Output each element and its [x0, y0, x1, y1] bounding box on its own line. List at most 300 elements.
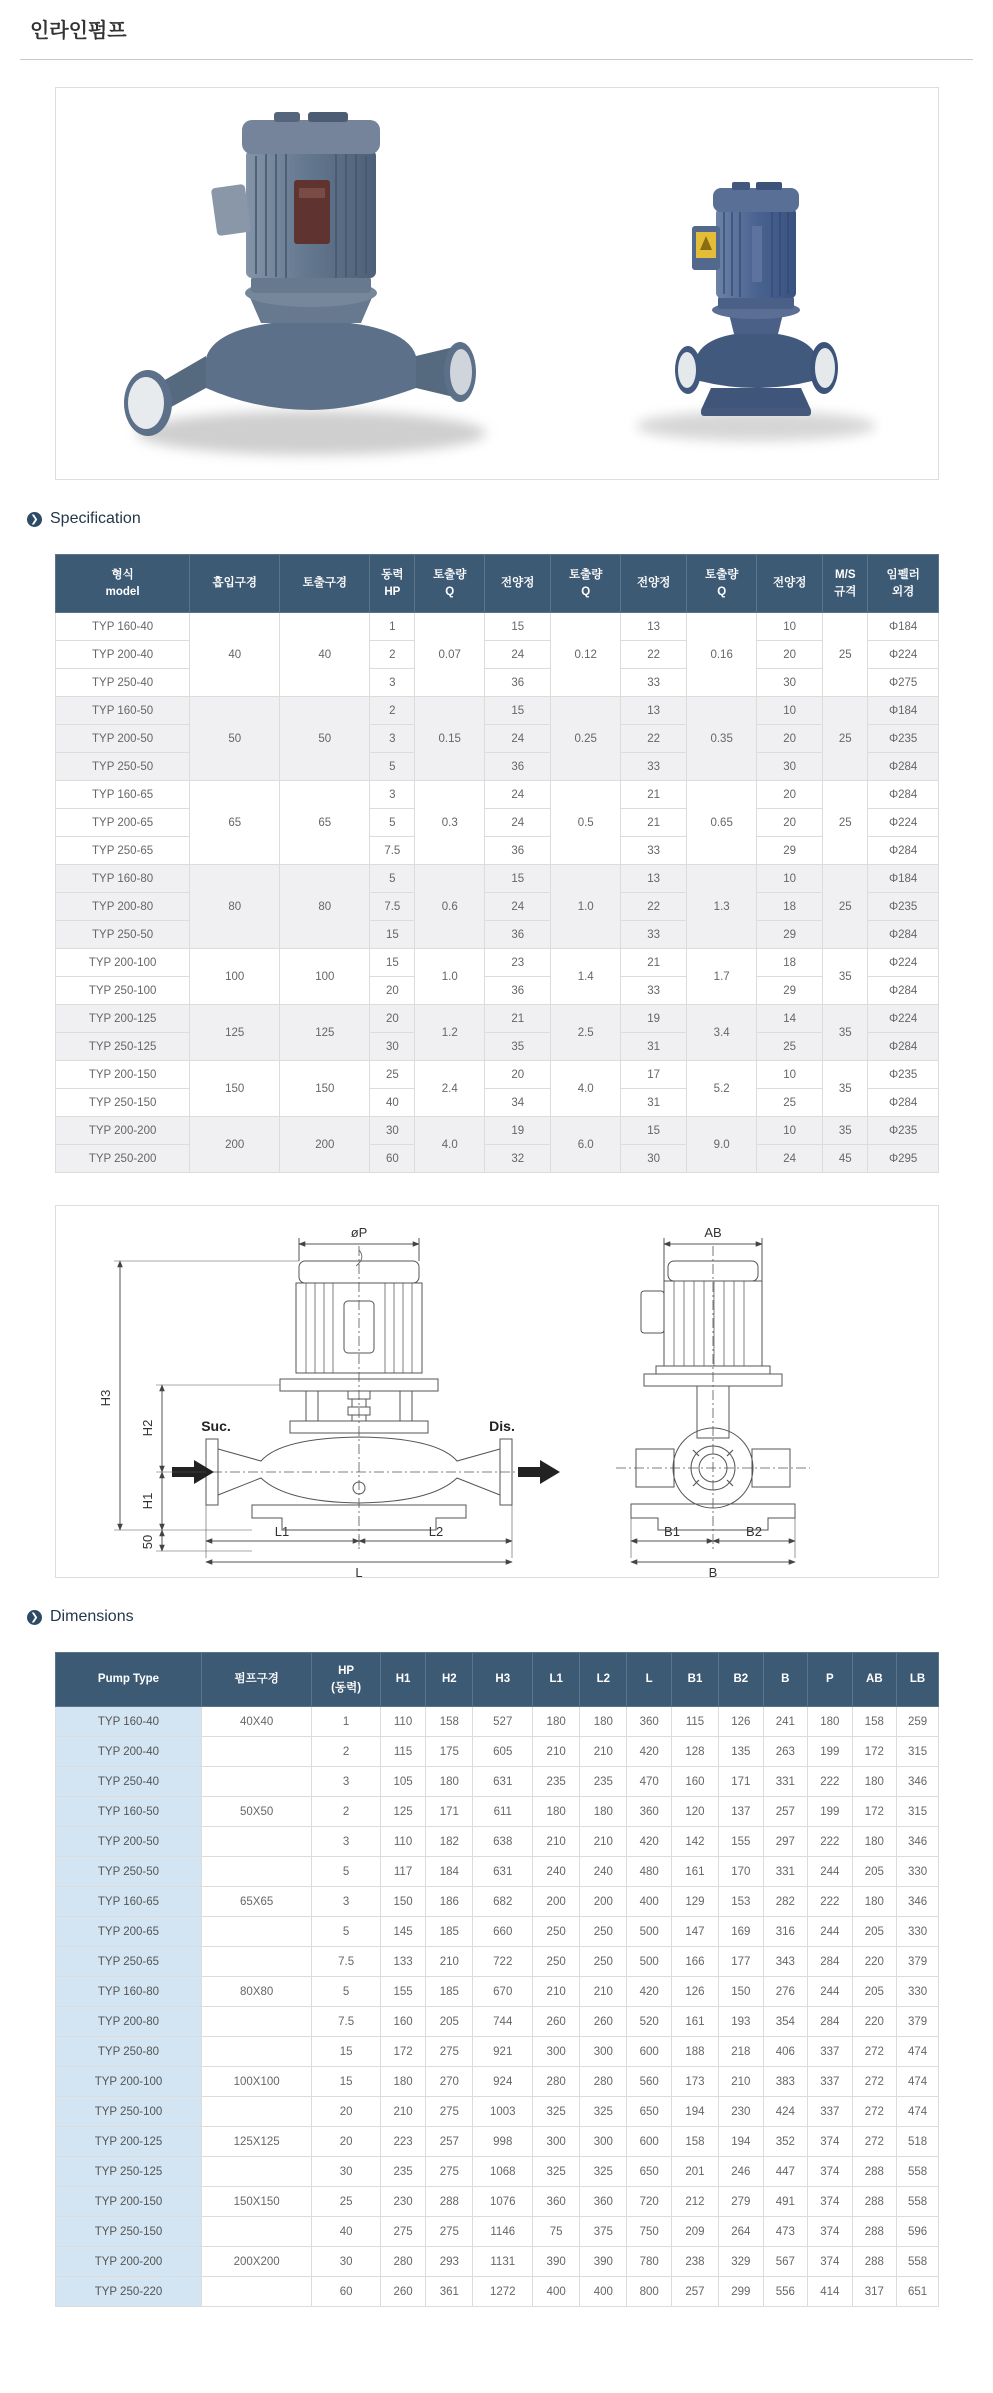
dim-column-header: B1 — [671, 1653, 718, 1707]
dim-cell-value: 337 — [808, 2067, 853, 2097]
dim-cell-value: 720 — [627, 2187, 672, 2217]
spec-cell-model: TYP 250-50 — [56, 753, 190, 781]
dim-cell-value: 180 — [533, 1707, 580, 1737]
dim-cell-pump-type: TYP 200-65 — [56, 1917, 202, 1947]
spec-row — [56, 1061, 939, 1089]
label-l: L — [355, 1565, 363, 1579]
spec-cell-impeller: Φ224 — [868, 641, 939, 669]
dim-cell-value: 390 — [580, 2247, 627, 2277]
spec-cell-head2: 22 — [621, 725, 687, 753]
dim-row — [56, 2247, 939, 2277]
spec-cell-suction: 125 — [190, 1005, 280, 1061]
dim-cell-value: 125 — [380, 1797, 425, 1827]
label-b1: B1 — [664, 1524, 680, 1539]
spec-cell-hp: 5 — [370, 865, 415, 893]
dim-cell-value: 260 — [533, 2007, 580, 2037]
dim-cell-value: 722 — [473, 1947, 533, 1977]
dim-cell-value: 200 — [533, 1887, 580, 1917]
dim-cell-value: 188 — [671, 2037, 718, 2067]
dim-cell-value: 300 — [580, 2037, 627, 2067]
label-suction: Suc. — [201, 1418, 231, 1434]
dim-cell-value: 171 — [426, 1797, 473, 1827]
dim-cell-value: 210 — [533, 1827, 580, 1857]
dim-cell-value: 272 — [852, 2097, 897, 2127]
dim-cell-value: 155 — [719, 1827, 764, 1857]
dim-cell-value: 171 — [719, 1767, 764, 1797]
spec-cell-discharge: 200 — [280, 1117, 370, 1173]
dim-cell-value: 600 — [627, 2127, 672, 2157]
spec-cell-hp: 1 — [370, 613, 415, 641]
spec-cell-head1: 24 — [485, 641, 551, 669]
dim-column-header: H1 — [380, 1653, 425, 1707]
label-l1: L1 — [274, 1524, 290, 1539]
dim-cell-value — [201, 2007, 311, 2037]
spec-cell-model: TYP 200-100 — [56, 949, 190, 977]
dim-cell-value: 244 — [808, 1857, 853, 1887]
dim-cell-value: 288 — [852, 2217, 897, 2247]
dim-cell-value: 80X80 — [201, 1977, 311, 2007]
spec-cell-impeller: Φ275 — [868, 669, 939, 697]
spec-column-header: 동력 HP — [370, 555, 415, 613]
spec-cell-ms: 35 — [823, 949, 868, 1005]
dim-cell-value: 238 — [671, 2247, 718, 2277]
dim-cell-value: 150X150 — [201, 2187, 311, 2217]
spec-cell-head3: 10 — [757, 697, 823, 725]
dim-cell-value: 374 — [808, 2217, 853, 2247]
spec-cell-model: TYP 250-150 — [56, 1089, 190, 1117]
spec-row — [56, 613, 939, 641]
dim-cell-value: 126 — [719, 1707, 764, 1737]
dim-cell-value: 1131 — [473, 2247, 533, 2277]
dim-cell-value: 325 — [580, 2097, 627, 2127]
dim-cell-value: 275 — [426, 2097, 473, 2127]
dim-cell-pump-type: TYP 250-220 — [56, 2277, 202, 2307]
dim-cell-value: 279 — [719, 2187, 764, 2217]
dim-cell-value: 177 — [719, 1947, 764, 1977]
spec-cell-impeller: Φ184 — [868, 865, 939, 893]
dim-cell-pump-type: TYP 250-100 — [56, 2097, 202, 2127]
dim-cell-value: 145 — [380, 1917, 425, 1947]
spec-cell-head1: 24 — [485, 893, 551, 921]
dim-cell-value: 210 — [533, 1737, 580, 1767]
dim-cell-value: 137 — [719, 1797, 764, 1827]
dim-cell-value: 135 — [719, 1737, 764, 1767]
spec-cell-hp: 20 — [370, 977, 415, 1005]
title-divider — [20, 59, 973, 60]
dim-cell-value: 210 — [380, 2097, 425, 2127]
spec-cell-impeller: Φ284 — [868, 1033, 939, 1061]
spec-cell-q3: 0.35 — [687, 697, 757, 781]
spec-cell-q2: 1.4 — [551, 949, 621, 1005]
dim-column-header: H3 — [473, 1653, 533, 1707]
dim-cell-value: 631 — [473, 1767, 533, 1797]
spec-cell-discharge: 80 — [280, 865, 370, 949]
spec-cell-q1: 2.4 — [415, 1061, 485, 1117]
dim-cell-value: 194 — [719, 2127, 764, 2157]
dim-cell-value: 337 — [808, 2097, 853, 2127]
dim-cell-value: 210 — [580, 1737, 627, 1767]
spec-cell-impeller: Φ224 — [868, 1005, 939, 1033]
dim-cell-value: 330 — [897, 1977, 939, 2007]
dim-cell-value: 374 — [808, 2247, 853, 2277]
dim-cell-value: 110 — [380, 1707, 425, 1737]
spec-cell-q1: 1.2 — [415, 1005, 485, 1061]
dim-cell-value: 352 — [763, 2127, 808, 2157]
spec-cell-q2: 1.0 — [551, 865, 621, 949]
page-title: 인라인펌프 — [30, 20, 127, 42]
spec-cell-hp: 3 — [370, 781, 415, 809]
spec-cell-model: TYP 200-40 — [56, 641, 190, 669]
label-h2: H2 — [140, 1419, 155, 1437]
pump-photo-large — [124, 112, 486, 455]
dim-cell-value: 300 — [533, 2037, 580, 2067]
spec-cell-head2: 31 — [621, 1089, 687, 1117]
spec-cell-hp: 5 — [370, 809, 415, 837]
dim-cell-value: 288 — [852, 2187, 897, 2217]
spec-cell-q2: 0.25 — [551, 697, 621, 781]
dim-cell-value: 257 — [671, 2277, 718, 2307]
spec-cell-head2: 19 — [621, 1005, 687, 1033]
dim-cell-value: 105 — [380, 1767, 425, 1797]
dim-row — [56, 1947, 939, 1977]
dim-column-header: L — [627, 1653, 672, 1707]
dim-cell-value: 186 — [426, 1887, 473, 1917]
dim-cell-value: 631 — [473, 1857, 533, 1887]
spec-cell-head2: 33 — [621, 753, 687, 781]
dim-cell-value: 670 — [473, 1977, 533, 2007]
specification-table-header — [56, 555, 939, 613]
dim-cell-value: 282 — [763, 1887, 808, 1917]
dim-cell-value: 500 — [627, 1947, 672, 1977]
dim-row — [56, 2127, 939, 2157]
dim-cell-value: 414 — [808, 2277, 853, 2307]
spec-cell-model: TYP 200-125 — [56, 1005, 190, 1033]
spec-cell-suction: 40 — [190, 613, 280, 697]
dim-cell-value: 160 — [671, 1767, 718, 1797]
dim-cell-value: 173 — [671, 2067, 718, 2097]
spec-cell-head2: 33 — [621, 669, 687, 697]
dim-cell-value: 235 — [580, 1767, 627, 1797]
spec-cell-model: TYP 160-40 — [56, 613, 190, 641]
dim-cell-value: 921 — [473, 2037, 533, 2067]
dim-cell-value: 250 — [533, 1947, 580, 1977]
dim-cell-value: 182 — [426, 1827, 473, 1857]
spec-cell-head3: 25 — [757, 1033, 823, 1061]
dim-cell-value: 611 — [473, 1797, 533, 1827]
spec-cell-head3: 18 — [757, 949, 823, 977]
dim-cell-value: 360 — [627, 1707, 672, 1737]
dim-cell-pump-type: TYP 200-50 — [56, 1827, 202, 1857]
spec-cell-head2: 21 — [621, 781, 687, 809]
dim-column-header: L2 — [580, 1653, 627, 1707]
pump-photo-small — [636, 182, 876, 441]
dim-cell-value — [201, 1917, 311, 1947]
dim-cell-value: 325 — [580, 2157, 627, 2187]
dim-cell-value — [201, 1827, 311, 1857]
spec-cell-impeller: Φ284 — [868, 781, 939, 809]
label-h1: H1 — [140, 1492, 155, 1510]
dim-cell-value: 241 — [763, 1707, 808, 1737]
dim-cell-value: 240 — [580, 1857, 627, 1887]
spec-cell-discharge: 100 — [280, 949, 370, 1005]
dim-cell-value: 299 — [719, 2277, 764, 2307]
spec-cell-hp: 3 — [370, 669, 415, 697]
spec-cell-model: TYP 200-150 — [56, 1061, 190, 1089]
spec-column-header: 전양정 — [621, 555, 687, 613]
dim-cell-value: 558 — [897, 2247, 939, 2277]
spec-cell-q3: 0.16 — [687, 613, 757, 697]
spec-column-header: 전양정 — [757, 555, 823, 613]
dim-cell-value: 800 — [627, 2277, 672, 2307]
dim-cell-value: 330 — [897, 1917, 939, 1947]
spec-row — [56, 781, 939, 809]
dim-cell-value: 1272 — [473, 2277, 533, 2307]
dim-cell-value: 180 — [852, 1767, 897, 1797]
spec-cell-head3: 29 — [757, 977, 823, 1005]
label-phi-p: øP — [350, 1225, 368, 1240]
dim-cell-value: 147 — [671, 1917, 718, 1947]
spec-cell-head3: 10 — [757, 613, 823, 641]
spec-cell-head2: 13 — [621, 697, 687, 725]
dim-cell-value: 185 — [426, 1977, 473, 2007]
spec-cell-model: TYP 200-200 — [56, 1117, 190, 1145]
dim-cell-value: 30 — [312, 2157, 381, 2187]
dim-cell-value: 288 — [426, 2187, 473, 2217]
dim-cell-value: 3 — [312, 1887, 381, 1917]
dim-cell-value: 250 — [580, 1917, 627, 1947]
dim-cell-value: 480 — [627, 1857, 672, 1887]
spec-cell-head3: 20 — [757, 809, 823, 837]
spec-cell-head2: 33 — [621, 921, 687, 949]
spec-cell-model: TYP 200-80 — [56, 893, 190, 921]
dim-cell-value: 390 — [533, 2247, 580, 2277]
dim-cell-value: 120 — [671, 1797, 718, 1827]
spec-cell-ms: 25 — [823, 865, 868, 949]
dim-cell-value: 527 — [473, 1707, 533, 1737]
spec-cell-model: TYP 200-65 — [56, 809, 190, 837]
spec-cell-model: TYP 160-80 — [56, 865, 190, 893]
spec-cell-hp: 25 — [370, 1061, 415, 1089]
dim-cell-value: 240 — [533, 1857, 580, 1887]
dim-column-header: B2 — [719, 1653, 764, 1707]
dim-cell-value: 288 — [852, 2247, 897, 2277]
dim-cell-value: 567 — [763, 2247, 808, 2277]
dim-row — [56, 2097, 939, 2127]
dim-column-header: HP (동력) — [312, 1653, 381, 1707]
spec-cell-head3: 30 — [757, 669, 823, 697]
spec-cell-head1: 23 — [485, 949, 551, 977]
dim-cell-value: 210 — [426, 1947, 473, 1977]
spec-cell-head1: 36 — [485, 669, 551, 697]
dim-cell-pump-type: TYP 200-200 — [56, 2247, 202, 2277]
dim-cell-value — [201, 2277, 311, 2307]
spec-cell-head2: 22 — [621, 641, 687, 669]
dim-cell-value: 325 — [533, 2157, 580, 2187]
dim-cell-value: 447 — [763, 2157, 808, 2187]
dim-cell-value: 1 — [312, 1707, 381, 1737]
spec-cell-suction: 80 — [190, 865, 280, 949]
spec-cell-head3: 10 — [757, 865, 823, 893]
dim-cell-value: 420 — [627, 1827, 672, 1857]
bottom-spacer — [0, 2307, 993, 2347]
spec-cell-hp: 30 — [370, 1117, 415, 1145]
spec-cell-head2: 21 — [621, 809, 687, 837]
dim-row — [56, 2037, 939, 2067]
label-b: B — [708, 1565, 718, 1579]
dim-row — [56, 2187, 939, 2217]
dim-column-header: Pump Type — [56, 1653, 202, 1707]
dim-cell-value: 205 — [852, 1857, 897, 1887]
dim-cell-value: 210 — [580, 1827, 627, 1857]
spec-cell-head1: 24 — [485, 725, 551, 753]
spec-column-header: 형식 model — [56, 555, 190, 613]
spec-cell-q3: 3.4 — [687, 1005, 757, 1061]
dim-cell-pump-type: TYP 250-40 — [56, 1767, 202, 1797]
dim-cell-value: 244 — [808, 1977, 853, 2007]
dim-cell-value: 250 — [580, 1947, 627, 1977]
spec-cell-hp: 15 — [370, 949, 415, 977]
spec-cell-head3: 14 — [757, 1005, 823, 1033]
spec-cell-head3: 10 — [757, 1061, 823, 1089]
dim-cell-pump-type: TYP 200-125 — [56, 2127, 202, 2157]
dim-cell-value: 600 — [627, 2037, 672, 2067]
spec-cell-head2: 22 — [621, 893, 687, 921]
dim-cell-value: 223 — [380, 2127, 425, 2157]
dim-cell-value: 5 — [312, 1917, 381, 1947]
dim-cell-value: 260 — [380, 2277, 425, 2307]
dim-cell-pump-type: TYP 160-40 — [56, 1707, 202, 1737]
spec-row — [56, 725, 939, 753]
spec-cell-ms: 25 — [823, 781, 868, 865]
spec-cell-head3: 18 — [757, 893, 823, 921]
dim-cell-value: 180 — [580, 1707, 627, 1737]
spec-cell-impeller: Φ295 — [868, 1145, 939, 1173]
dim-cell-value — [201, 1767, 311, 1797]
dim-cell-value: 293 — [426, 2247, 473, 2277]
dim-cell-value: 275 — [426, 2037, 473, 2067]
dim-cell-value: 220 — [852, 2007, 897, 2037]
dim-cell-value: 172 — [852, 1737, 897, 1767]
spec-row — [56, 837, 939, 865]
spec-cell-suction: 200 — [190, 1117, 280, 1173]
dim-cell-value: 125X125 — [201, 2127, 311, 2157]
dim-cell-value: 374 — [808, 2187, 853, 2217]
dim-cell-value: 220 — [852, 1947, 897, 1977]
dim-cell-value — [201, 2217, 311, 2247]
spec-cell-ms: 25 — [823, 613, 868, 697]
dim-column-header: P — [808, 1653, 853, 1707]
specification-section-title: Specification — [50, 510, 141, 527]
dim-cell-value: 184 — [426, 1857, 473, 1887]
dim-cell-value: 360 — [580, 2187, 627, 2217]
dim-cell-value: 40 — [312, 2217, 381, 2247]
dim-cell-pump-type: TYP 250-50 — [56, 1857, 202, 1887]
dim-cell-value: 346 — [897, 1887, 939, 1917]
dim-cell-value — [201, 2157, 311, 2187]
spec-cell-hp: 2 — [370, 697, 415, 725]
dim-cell-value: 272 — [852, 2037, 897, 2067]
dim-cell-value: 200X200 — [201, 2247, 311, 2277]
dim-cell-value: 1003 — [473, 2097, 533, 2127]
spec-cell-head2: 30 — [621, 1145, 687, 1173]
spec-cell-impeller: Φ284 — [868, 753, 939, 781]
spec-cell-q3: 0.65 — [687, 781, 757, 865]
dim-cell-value: 7.5 — [312, 2007, 381, 2037]
dim-cell-value: 222 — [808, 1827, 853, 1857]
dim-cell-value: 200 — [580, 1887, 627, 1917]
dim-cell-value: 218 — [719, 2037, 764, 2067]
specification-section-header — [27, 510, 993, 528]
spec-cell-q2: 6.0 — [551, 1117, 621, 1173]
dim-cell-value: 558 — [897, 2187, 939, 2217]
specification-table — [55, 554, 939, 1173]
spec-cell-suction: 50 — [190, 697, 280, 781]
dim-cell-value: 185 — [426, 1917, 473, 1947]
dim-cell-value: 518 — [897, 2127, 939, 2157]
spec-cell-head1: 21 — [485, 1005, 551, 1033]
spec-cell-hp: 5 — [370, 753, 415, 781]
dim-cell-value: 263 — [763, 1737, 808, 1767]
dim-cell-value: 20 — [312, 2097, 381, 2127]
spec-cell-discharge: 150 — [280, 1061, 370, 1117]
spec-cell-impeller: Φ184 — [868, 613, 939, 641]
spec-cell-impeller: Φ284 — [868, 837, 939, 865]
dim-cell-value: 180 — [380, 2067, 425, 2097]
spec-cell-q2: 0.12 — [551, 613, 621, 697]
spec-cell-model: TYP 250-200 — [56, 1145, 190, 1173]
dim-cell-value: 161 — [671, 1857, 718, 1887]
dim-cell-value: 473 — [763, 2217, 808, 2247]
spec-cell-head3: 29 — [757, 837, 823, 865]
dimensions-section-title: Dimensions — [50, 1608, 134, 1625]
dim-cell-value: 275 — [426, 2217, 473, 2247]
dim-cell-value: 379 — [897, 1947, 939, 1977]
spec-column-header: 토출량 Q — [415, 555, 485, 613]
spec-cell-q3: 5.2 — [687, 1061, 757, 1117]
spec-row — [56, 641, 939, 669]
spec-cell-ms: 35 — [823, 1005, 868, 1061]
spec-cell-head3: 20 — [757, 781, 823, 809]
spec-cell-hp: 15 — [370, 921, 415, 949]
dim-row — [56, 2067, 939, 2097]
dim-cell-pump-type: TYP 200-100 — [56, 2067, 202, 2097]
dim-cell-value: 354 — [763, 2007, 808, 2037]
spec-cell-q3: 9.0 — [687, 1117, 757, 1173]
dim-cell-value: 379 — [897, 2007, 939, 2037]
dim-cell-value: 2 — [312, 1737, 381, 1767]
dim-cell-value: 155 — [380, 1977, 425, 2007]
spec-cell-hp: 2 — [370, 641, 415, 669]
spec-cell-head1: 24 — [485, 781, 551, 809]
spec-cell-head1: 34 — [485, 1089, 551, 1117]
spec-cell-model: TYP 250-125 — [56, 1033, 190, 1061]
label-l2: L2 — [428, 1524, 444, 1539]
dim-cell-value: 150 — [719, 1977, 764, 2007]
dim-row — [56, 1977, 939, 2007]
spec-cell-head1: 15 — [485, 865, 551, 893]
dim-cell-value: 260 — [580, 2007, 627, 2037]
spec-row — [56, 1089, 939, 1117]
dim-cell-value: 205 — [852, 1917, 897, 1947]
dim-cell-value: 205 — [852, 1977, 897, 2007]
dim-cell-value: 180 — [852, 1887, 897, 1917]
dim-cell-value: 210 — [719, 2067, 764, 2097]
dim-cell-value: 361 — [426, 2277, 473, 2307]
dimensions-table-header — [56, 1653, 939, 1707]
dim-cell-value: 300 — [580, 2127, 627, 2157]
dim-cell-value: 315 — [897, 1737, 939, 1767]
dim-cell-value: 5 — [312, 1857, 381, 1887]
